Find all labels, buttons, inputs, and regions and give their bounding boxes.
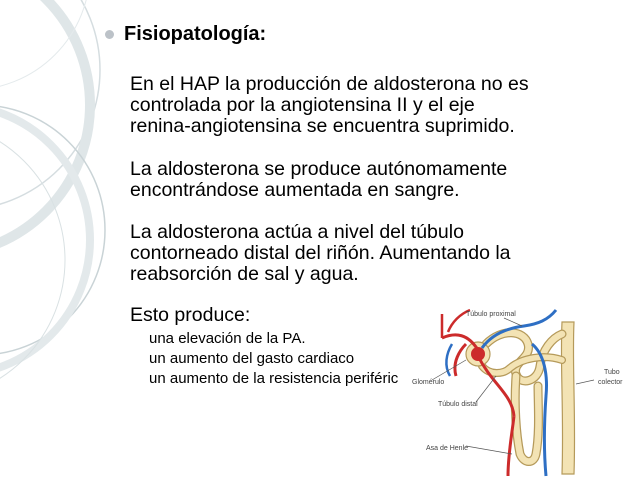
label-colector: colector (598, 379, 623, 386)
paragraph-3 (130, 222, 623, 285)
label-tubo: Tubo (604, 369, 620, 376)
paragraph-4: Esto produce: (130, 304, 251, 326)
bullet-icon (105, 30, 114, 39)
label-tubulo-proximal: Túbulo proximal (466, 311, 516, 318)
paragraph-line: La aldosterona se produce autónomamente (130, 158, 508, 180)
collecting-duct (561, 322, 574, 474)
leader-line (476, 376, 496, 402)
leader-line (466, 446, 512, 454)
paragraph-line: La aldosterona actúa a nivel del túbulo (130, 221, 464, 243)
heading-row (103, 16, 623, 52)
leader-line (576, 380, 594, 384)
paragraph-line: encontrándose aumentada en sangre. (130, 179, 460, 201)
label-tubulo-distal: Túbulo distal (438, 401, 478, 408)
label-glomerulo: Glomérulo (412, 379, 445, 386)
paragraph-line: controlada por la angiotensina II y el eje (130, 94, 475, 116)
leader-line (504, 318, 522, 326)
paragraph-line: renina-angiotensina se encuentra suprimido. (130, 115, 515, 137)
sub-item: un aumento de la resistencia periféric (149, 370, 399, 387)
heading: Fisiopatología: (124, 22, 267, 45)
paragraph-line: contorneado distal del riñón. Aumentando la (130, 242, 511, 264)
label-asa-de-henle: Asa de Henle (426, 445, 469, 452)
paragraph-line: En el HAP la producción de aldosterona no es (130, 73, 529, 95)
sub-item: un aumento del gasto cardiaco (149, 350, 355, 367)
paragraph-line: reabsorción de sal y agua. (130, 263, 359, 285)
paragraph-1 (130, 74, 623, 137)
leader-line (432, 360, 466, 380)
nephron-illustration (412, 304, 638, 479)
sub-item: una elevación de la PA. (149, 330, 306, 347)
paragraph-2 (130, 159, 623, 201)
